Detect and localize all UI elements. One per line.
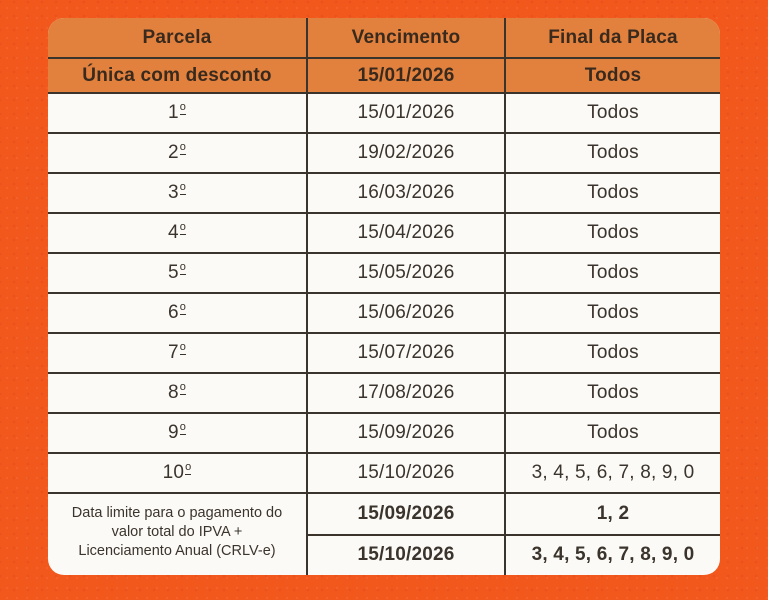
parcela-cell: 1 o [48,92,306,132]
parcela-cell: 4 o [48,212,306,252]
ordinal-indicator: o [179,300,187,313]
final-placa-cell: Todos [504,372,720,412]
vencimento-cell: 15/09/2026 [306,412,504,452]
ordinal-indicator: o [179,100,187,113]
header-vencimento: Vencimento [306,18,504,57]
parcela-cell: 7 o [48,332,306,372]
parcela-cell: 8 o [48,372,306,412]
ordinal-indicator: o [179,340,187,353]
table-row [48,412,720,452]
final-placa-cell: Todos [504,132,720,172]
parcela-cell: 6 o [48,292,306,332]
installment-rows [48,92,720,492]
parcela-cell: Única com desconto [48,57,306,92]
ordinal-indicator: o [179,140,187,153]
final-placa-cell: Todos [504,57,720,92]
table-row [48,372,720,412]
discount-row [48,57,720,92]
ordinal-indicator: o [179,220,187,233]
vencimento-cell: 15/10/2026 [308,534,504,576]
final-placa-cell: Todos [504,252,720,292]
final-placa-cell: 1, 2 [504,492,720,534]
table-row [48,212,720,252]
ordinal-indicator: o [179,380,187,393]
deadline-subrow [308,492,720,534]
table-row [48,252,720,292]
ordinal-indicator: o [179,260,187,273]
table-row [48,292,720,332]
table-row [48,92,720,132]
final-placa-cell: Todos [504,412,720,452]
parcela-cell: 10 o [48,452,306,492]
parcela-cell: 9 o [48,412,306,452]
final-placa-cell: Todos [504,172,720,212]
vencimento-cell: 15/01/2026 [306,92,504,132]
header-final-da-placa: Final da Placa [504,18,720,57]
table-row [48,132,720,172]
final-placa-cell: Todos [504,292,720,332]
vencimento-cell: 19/02/2026 [306,132,504,172]
vencimento-cell: 15/09/2026 [308,492,504,534]
vencimento-cell: 17/08/2026 [306,372,504,412]
vencimento-cell: 15/05/2026 [306,252,504,292]
vencimento-cell: 15/01/2026 [306,57,504,92]
ordinal-indicator: o [179,180,187,193]
ordinal-indicator: o [179,420,187,433]
final-placa-cell: 3, 4, 5, 6, 7, 8, 9, 0 [504,452,720,492]
ipva-schedule-table [48,18,720,575]
parcela-cell: 3 o [48,172,306,212]
table-row [48,452,720,492]
parcela-cell: 5 o [48,252,306,292]
vencimento-cell: 15/04/2026 [306,212,504,252]
vencimento-cell: 15/10/2026 [306,452,504,492]
header-parcela: Parcela [48,18,306,57]
deadline-label: Data limite para o pagamento do valor total do IPVA + Licenciamento Anual (CRLV-e) [71,504,283,560]
final-placa-cell: 3, 4, 5, 6, 7, 8, 9, 0 [504,534,720,576]
final-placa-cell: Todos [504,332,720,372]
vencimento-cell: 16/03/2026 [306,172,504,212]
final-placa-cell: Todos [504,212,720,252]
vencimento-cell: 15/06/2026 [306,292,504,332]
deadline-subrow [308,534,720,576]
table-header-row [48,18,720,57]
table-row [48,332,720,372]
table-row [48,172,720,212]
final-placa-cell: Todos [504,92,720,132]
vencimento-cell: 15/07/2026 [306,332,504,372]
ordinal-indicator: o [185,460,192,473]
deadline-dates [306,492,720,575]
deadline-label-cell [48,492,306,575]
deadline-row [48,492,720,575]
parcela-cell: 2 o [48,132,306,172]
